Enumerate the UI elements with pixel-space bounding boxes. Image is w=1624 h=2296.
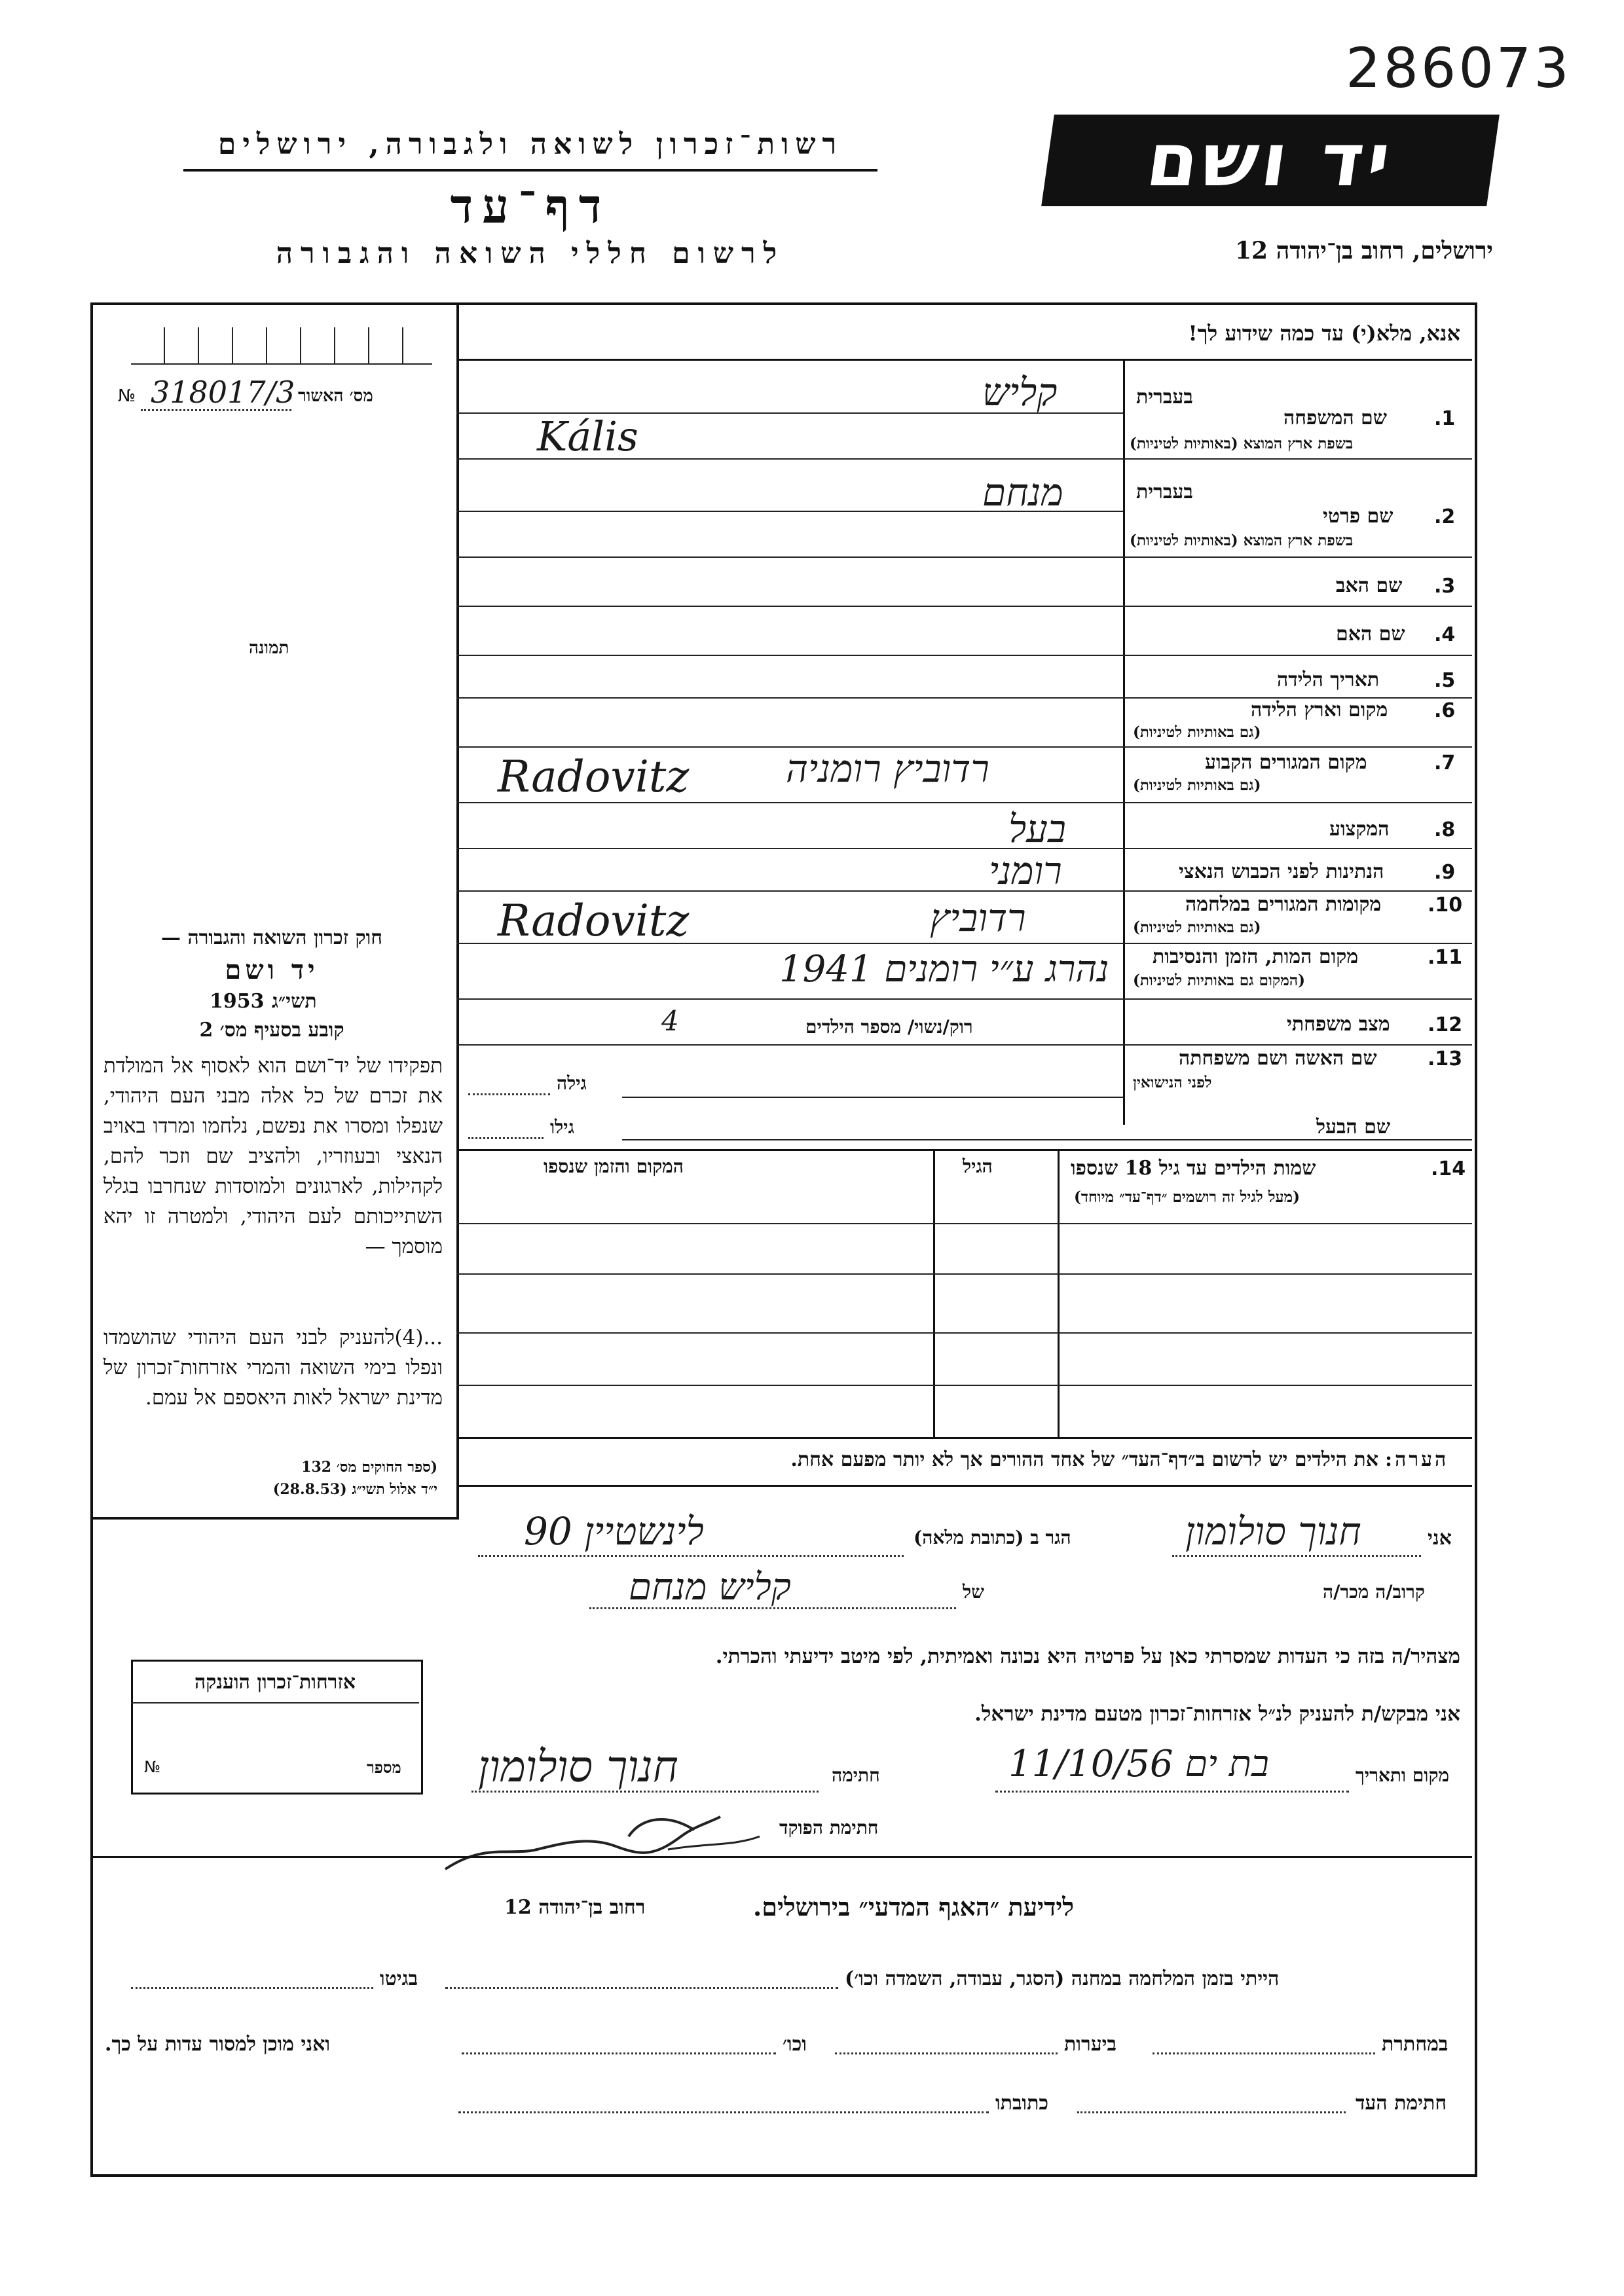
field8-label: המקצוע (1329, 818, 1390, 841)
note-text: את הילדים יש לרשום ב״דף־העד״ של אחד ההורים אך לא יותר מפעם אחת. (790, 1448, 1378, 1471)
field10-sub: (גם באותיות לטיניות) (1133, 919, 1261, 936)
field1-heb-tag: בעברית (1136, 386, 1193, 409)
field1-label: שם המשפחה (1283, 407, 1388, 429)
field12-label: מצב משפחתי (1287, 1013, 1390, 1036)
footer-notice-title: לידיעת ״האגף המדעי״ בירושלים. (753, 1892, 1075, 1922)
photo-label: תמונה (249, 638, 289, 658)
approval-line (141, 409, 291, 411)
field6-sub: (גם באותיות לטיניות) (1133, 723, 1261, 741)
field2-value-heb: מנחם (982, 470, 1063, 515)
approval-no: № (118, 386, 136, 406)
field13-sub: לפני הנישואין (1133, 1074, 1212, 1091)
officer-label: חתימת הפוקד (779, 1817, 879, 1838)
note-bottom (456, 1485, 1472, 1487)
husband-age-line (468, 1137, 544, 1139)
header-rule (183, 169, 877, 172)
declarant-address-line (478, 1555, 904, 1557)
declarant-relation-line (589, 1607, 956, 1609)
children-col-div1 (933, 1149, 935, 1437)
yad-vashem-logo (1041, 115, 1500, 206)
field10-line (456, 943, 1472, 944)
footer-forests-label: ביערות (1064, 2033, 1117, 2056)
footer-underground-line (1153, 2052, 1375, 2054)
labels-divider (1123, 359, 1125, 1125)
field4-label: שם האם (1336, 623, 1405, 646)
approval-value: 318017/3 (151, 374, 295, 410)
field3-label: שם האב (1336, 574, 1403, 597)
field7-value-lat: Radovitz (498, 752, 690, 802)
footer-forests-line (835, 2052, 1058, 2054)
signature-label: חתימה (832, 1764, 880, 1786)
approval-ticks (131, 327, 432, 365)
archive-number: 286073 (1346, 36, 1572, 100)
wife-age-label: גילה (557, 1072, 587, 1094)
field1-line-a (456, 412, 1123, 414)
field9-num: 9. (1434, 861, 1456, 884)
footer-ghetto-label: בגיטו (380, 1967, 418, 1990)
authority-title: רשות־זכרון לשואה ולגבורה, ירושלים (217, 128, 843, 161)
field12-num: 12. (1428, 1013, 1463, 1036)
field1-sub: בשפת ארץ המוצא (באותיות לטיניות) (1130, 435, 1354, 452)
footer-etc-line (462, 2052, 776, 2054)
field11-num: 11. (1428, 946, 1463, 969)
children-row2 (456, 1273, 1472, 1275)
form-subtitle: לרשום חללי השואה והגבורה (276, 237, 785, 270)
law-gazette: (ספר החוקים מס׳ 132 (301, 1459, 437, 1476)
logo-text: יד ושם (1141, 118, 1399, 203)
field1-value-heb: קליש (982, 370, 1058, 414)
officer-signature (432, 1797, 773, 1882)
footer-underground-label: במחתרת (1382, 2033, 1449, 2056)
declarant-relation-label: קרוב/ה מכר/ה (1323, 1581, 1425, 1603)
field9-line (456, 890, 1472, 892)
field8-num: 8. (1434, 818, 1456, 841)
form-title: דף־עד (450, 178, 611, 234)
children-table-bottom (456, 1437, 1472, 1439)
law-gazette-date: י״ד אלול תשי״ג (28.8.53) (272, 1481, 437, 1498)
field10-num: 10. (1428, 894, 1463, 917)
field11-line (456, 998, 1472, 1000)
intro-text: אנא, מלא(י) עד כמה שידוע לך! (1188, 321, 1460, 346)
field11-label: מקום המות, הזמן והנסיבות (1153, 945, 1359, 968)
field6-label: מקום וארץ הלידה (1251, 699, 1388, 721)
declarant-residing-label: הגר ב (כתובת מלאה) (913, 1527, 1071, 1548)
husband-label: שם הבעל (1316, 1116, 1391, 1139)
place-date-value: בת ים 11/10/56 (1008, 1743, 1269, 1785)
request-text: אני מבקש/ת להעניק לנ״ל אזרחות־זכרון מטעם מדינת ישראל. (974, 1702, 1460, 1726)
field2-line-b (456, 556, 1472, 558)
law-text-2: ...(4)להעניק לבני העם היהודי שהושמדו ונפלו בימי השואה והמרי אזרחות־זכרון של מדינת ישראל לאות היאספם אל עמם. (103, 1326, 443, 1410)
field13-label: שם האשה ושם משפחתה (1179, 1047, 1377, 1070)
children-col-place: המקום והזמן שנספו (544, 1156, 684, 1177)
footer-ghetto-line (131, 1987, 373, 1989)
declarant-name-line (1172, 1555, 1421, 1557)
children-col-div2 (1058, 1149, 1060, 1437)
approval-label: מס׳ האשור (298, 386, 373, 406)
declarant-address: לינשטיין 90 (524, 1509, 704, 1554)
field2-num: 2. (1434, 505, 1456, 528)
field8-value: בעל (1008, 807, 1066, 851)
field1-line-b (456, 458, 1472, 460)
field11-sub: (המקום גם באותיות לטיניות) (1133, 972, 1305, 989)
field2-line-a (456, 511, 1123, 512)
field9-value: רומני (989, 848, 1062, 893)
footer-divider (90, 1856, 1472, 1858)
citizenship-box-title: אזרחות־זכרון הוענקה (194, 1671, 356, 1694)
field7-num: 7. (1434, 752, 1456, 774)
footer-camp-line (445, 1987, 838, 1989)
field4-num: 4. (1434, 623, 1456, 646)
declarant-i: אני (1428, 1527, 1452, 1550)
signature-value: חנוך סולומון (478, 1741, 678, 1792)
law-title: חוק זכרון השואה והגבורה — (161, 926, 382, 949)
field5-num: 5. (1434, 669, 1456, 692)
signature-line (471, 1791, 819, 1793)
children-row1 (456, 1223, 1472, 1224)
field12-value: 4 (661, 1005, 679, 1037)
place-date-label: מקום ותאריך (1356, 1764, 1450, 1786)
field10-value-heb: רדוביץ (930, 896, 1026, 940)
field8-line (456, 848, 1472, 849)
note-title: הערה: (1385, 1448, 1449, 1471)
footer-witness-sig-line (1077, 2111, 1346, 2113)
law-year: 1953 (210, 990, 265, 1013)
field6-num: 6. (1434, 699, 1456, 722)
husband-age-label: גילו (550, 1116, 574, 1138)
field10-label: מקומות המגורים במלחמה (1185, 893, 1382, 916)
field2-heb-tag: בעברית (1136, 481, 1193, 503)
footer-address-line (458, 2111, 989, 2113)
footer-notice-address: רחוב בן־יהודה 12 (504, 1896, 646, 1919)
children-row3 (456, 1332, 1472, 1334)
place-date-line (995, 1791, 1349, 1793)
law-name: יד ושם (225, 955, 319, 985)
footer-willing-text: ואני מוכן למסור עדות על כך. (105, 2033, 331, 2056)
footer-etc-label: וכו׳ (783, 2033, 807, 2056)
children-row4 (456, 1385, 1472, 1386)
field14-sub: (מעל לגיל זה רושמים ״דף־עד״ מיוחד) (1074, 1188, 1301, 1206)
field7-sub: (גם באותיות לטיניות) (1133, 776, 1261, 794)
field13-num: 13. (1428, 1048, 1463, 1070)
field10-value-lat: Radovitz (498, 896, 690, 946)
field1-num: 1. (1434, 407, 1456, 430)
header-address: ירושלים, רחוב בן־יהודה 12 (1234, 237, 1493, 264)
field12-line (456, 1044, 1472, 1046)
citizenship-box-number: מספר (367, 1758, 401, 1777)
field2-label: שם פרטי (1323, 505, 1393, 528)
husband-line (622, 1139, 1472, 1140)
field4-line (456, 655, 1472, 656)
declarant-name: חנוך סולומון (1185, 1509, 1361, 1554)
footer-witness-sig-label: חתימת העד (1356, 2092, 1447, 2115)
declarant-relation-value: קליש מנחם (629, 1566, 791, 1609)
children-col-age: הגיל (963, 1156, 993, 1177)
field7-line (456, 802, 1472, 803)
field12-options: רוק/נשוי/ מספר הילדים (805, 1016, 973, 1038)
citizenship-box-rule (131, 1702, 419, 1704)
law-hebrew-year: תשי״ג (272, 990, 317, 1013)
law-text: תפקידו של יד־ושם הוא לאסוף אל המולדת את זכרם של כל אלה מבני העם היהודי, שנפלו ומסרו את נפשם, נלחמו ומרדו באויב הנאצי ובעוזריו, ולהציב שם וזכר להם, לקהילות, לארגונים ולמוסדות שנחרבו בגלל השתייכותם לעם היהודי, ולמטרה זו יהא מוסמך — (103, 1054, 443, 1258)
wife-age-line (468, 1093, 550, 1095)
declarant-of-label: של (963, 1581, 984, 1603)
law-section: קובע בסעיף מס׳ 2 (199, 1019, 344, 1042)
citizenship-box-no: № (144, 1758, 160, 1776)
field1-value-lat: Kális (537, 412, 638, 460)
footer-address-label: כתובתו (995, 2092, 1049, 2115)
field13-line (622, 1097, 1123, 1098)
field9-label: הנתינות לפני הכבוש הנאצי (1179, 860, 1384, 883)
field3-num: 3. (1434, 575, 1456, 598)
field5-label: תאריך הלידה (1277, 668, 1380, 691)
field11-value: נהרג ע״י רומנים 1941 (779, 948, 1109, 991)
footer-camp-label: הייתי בזמן המלחמה במחנה (הסגר, עבודה, השמדה וכו׳) (845, 1967, 1280, 1990)
field7-value-heb: רדוביץ רומניה (786, 746, 989, 791)
intro-rule (456, 359, 1472, 361)
field14-label: שמות הילדים עד גיל 18 שנספו (1071, 1157, 1316, 1180)
field2-sub: בשפת ארץ המוצא (באותיות לטיניות) (1130, 532, 1354, 549)
field14-num: 14. (1431, 1157, 1466, 1180)
field3-line (456, 606, 1472, 607)
field7-label: מקום המגורים הקבוע (1205, 751, 1367, 774)
children-table-top (456, 1149, 1472, 1151)
declaration-text: מצהיר/ה בזה כי העדות שמסרתי כאן על פרטיה היא נכונה ואמיתית, לפי מיטב ידיעתי והכרתי. (715, 1645, 1460, 1668)
